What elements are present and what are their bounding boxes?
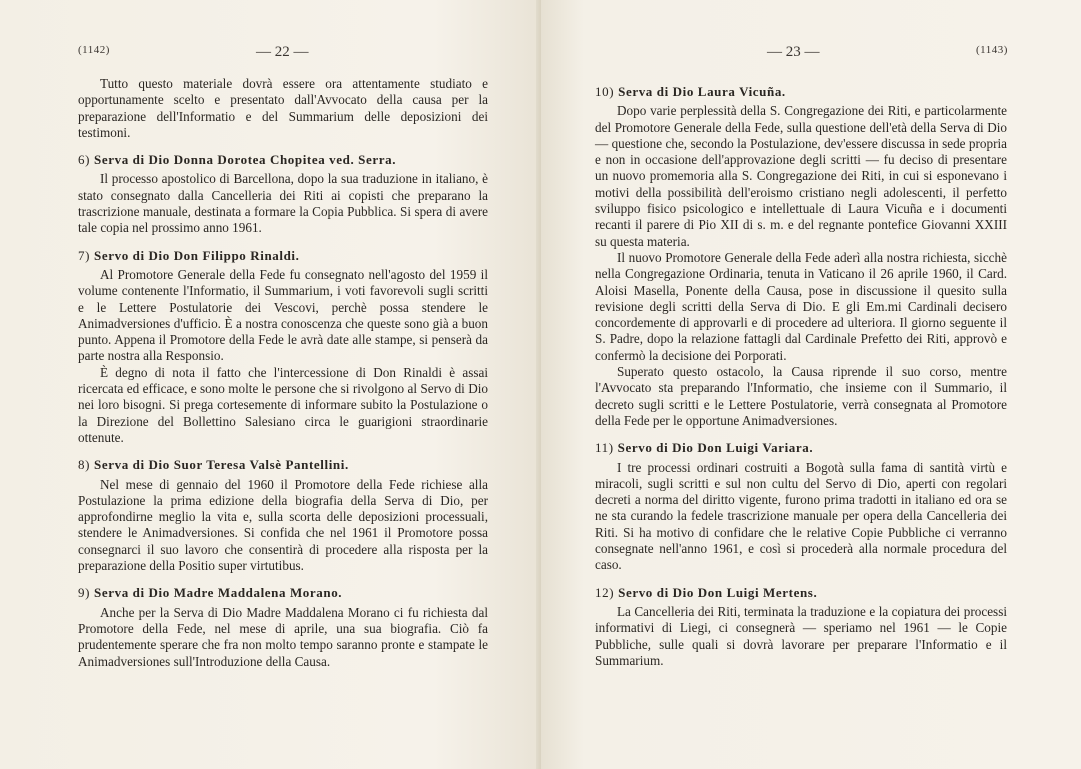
section-number: 7) [78, 247, 91, 263]
section [78, 585, 488, 669]
intro-paragraph: Tutto questo materiale dovrà essere ora attentamente studiato e opportunamente scelto e presentato dall'Avvocato della causa per la preparazione dell'Informatio e del Summarium delle deposizioni dei testimoni. [78, 76, 488, 140]
section-heading [78, 248, 488, 264]
section-heading [78, 152, 488, 168]
right-page [541, 0, 1081, 769]
section-number: 10) [595, 84, 615, 99]
section-paragraph: Dopo varie perplessità della S. Congregazione dei Riti, e particolarmente del Promotore Generale della Fede, sulla questione dell'età della Serva di Dio — questione che, secondo la Postulazione, dev'essere discussa in sede propria e non in occasione dell'approvazione degli scritti — fu deciso di presentare un nuovo promemoria alla S. Congregazione dei Riti, in cui si esponevano i motivi della possibilità dell'eroismo cristiano negli adolescenti, il perfetto sviluppo fisico psicologico e intellettuale di Laura Vicuña e i documenti recanti il parere di Pio XII di s. m. e del regnante pontefice Giovanni XXIII su questa materia. [595, 103, 1007, 249]
section [595, 585, 1007, 669]
section-paragraph: La Cancelleria dei Riti, terminata la traduzione e la copiatura dei processi informativi di Liegi, ci consegnerà — speriamo nel 1961 — le Copie Pubbliche, sulle quali si dovrà lavorare per preparare l'Informatio e il Summarium. [595, 603, 1007, 668]
section-paragraph: I tre processi ordinari costruiti a Bogotà sulla fama di santità virtù e miracoli, sugli scritti e sul non cultu del Servo di Dio, aperti con regolari decreti a norma del diritto vigente, furono prima tradotti in italiano ed ora se ne sta curando la fedele trascrizione manuale per opera della Cancelleria dei Riti. Si ha motivo di confidare che le relative Copie Pubbliche ci verranno consegnate nell'anno 1961, e così si procederà alla normale procedura del caso. [595, 459, 1007, 573]
section-title: Serva di Dio Madre Maddalena Morano. [94, 585, 343, 601]
section-paragraph: Anche per la Serva di Dio Madre Maddalena Morano ci fu richiesta dal Promotore della Fede, nel mese di aprile, una sua biografia. Ciò fa prudentemente sperare che fra non molto tempo saranno pronte e stampate le Animadversiones sull'Introduzione della Causa. [78, 604, 488, 669]
section-title: Serva di Dio Laura Vicuña. [618, 84, 786, 99]
section-title: Serva di Dio Suor Teresa Valsè Pantellini. [94, 457, 349, 473]
section [78, 248, 488, 447]
section-paragraph: Il processo apostolico di Barcellona, dopo la sua traduzione in italiano, è stato consegnato dalla Cancelleria dei Riti ai copisti che preparano la trascrizione manuale, destinata a formare la Copia Pubblica. Si spera di avere tale copia nel prossimo anno 1961. [78, 171, 488, 236]
section-number: 8) [78, 457, 91, 473]
section-title: Servo di Dio Don Luigi Variara. [617, 440, 814, 456]
section-heading [78, 585, 488, 601]
section [78, 152, 488, 236]
section-paragraph: Il nuovo Promotore Generale della Fede aderì alla nostra richiesta, sicchè nella Congregazione Ordinaria, tenuta in Vaticano il 26 aprile 1960, il Card. Aloisi Masella, Ponente della Causa, pose in discussione il quesito sulla revisione degli scritti della Serva di Dio. E gli Em.mi Cardinali decisero concordemente di approvarli e di procedere ad ulteriora. Il giorno seguente il S. Padre, dopo la relazione fattagli dal Cardinale Prefetto dei Riti, approvò e confermò la decisione dei Porporati. [595, 249, 1007, 363]
left-page-number: (1142) [78, 44, 110, 56]
section-heading [595, 440, 1007, 456]
section-title: Serva di Dio Donna Dorotea Chopitea ved. Serra. [94, 152, 397, 168]
left-page-body [78, 76, 488, 670]
section-number: 11) [595, 440, 614, 456]
section-heading [595, 585, 1007, 601]
section-number: 12) [595, 584, 615, 600]
section-title: Servo di Dio Don Filippo Rinaldi. [94, 247, 300, 263]
right-page-body [595, 84, 1007, 669]
section [595, 440, 1007, 573]
section-paragraph: Al Promotore Generale della Fede fu consegnato nell'agosto del 1959 il volume contenente l'Informatio, il Summarium, i voti favorevoli sugli scritti e le Lettere Postulatorie dei Vescovi, perchè possa stendere le Animadversiones d'ufficio. È a nostra conoscenza che queste sono già a buon punto. Appena il Promotore della Fede le avrà date alle stampe, si penserà da parte nostra alla Responsio. [78, 266, 488, 364]
right-folio: — 23 — [767, 44, 820, 60]
section [595, 84, 1007, 429]
left-folio: — 22 — [256, 44, 309, 60]
right-page-number: (1143) [976, 44, 1008, 56]
right-sections [595, 84, 1007, 669]
section-heading [595, 84, 1007, 100]
section-number: 9) [78, 585, 91, 601]
section-paragraph: Nel mese di gennaio del 1960 il Promotore della Fede richiese alla Postulazione la prima edizione della biografia della Serva di Dio, per approfondirne meglio la vita e, sulla scorta delle deposizioni processuali, stendere le Animadversiones. Si confida che nel 1961 il Promotore possa consegnarci il suo lavoro che consentirà di procedere alla risposta per la preparazione della Positio super virtutibus. [78, 476, 488, 574]
section-title: Servo di Dio Don Luigi Mertens. [618, 584, 818, 600]
left-sections [78, 152, 488, 670]
section-number: 6) [78, 152, 91, 168]
section-paragraph: È degno di nota il fatto che l'intercessione di Don Rinaldi è assai ricercata ed efficace, e sono molte le persone che si rivolgono al Servo di Dio nei loro bisogni. Si prega cortesemente di informare subito la Postulazione o la Direzione del Bollettino Salesiano circa le guarigioni straordinarie ottenute. [78, 364, 488, 445]
section [78, 457, 488, 574]
section-paragraph: Superato questo ostacolo, la Causa riprende il suo corso, mentre l'Avvocato sta preparando l'Informatio, che insieme con il Summario, il decreto sugli scritti e le Lettere Postulatorie, verrà consegnata al Promotore della Fede per le opportune Animadversiones. [595, 364, 1007, 428]
section-heading [78, 457, 488, 473]
